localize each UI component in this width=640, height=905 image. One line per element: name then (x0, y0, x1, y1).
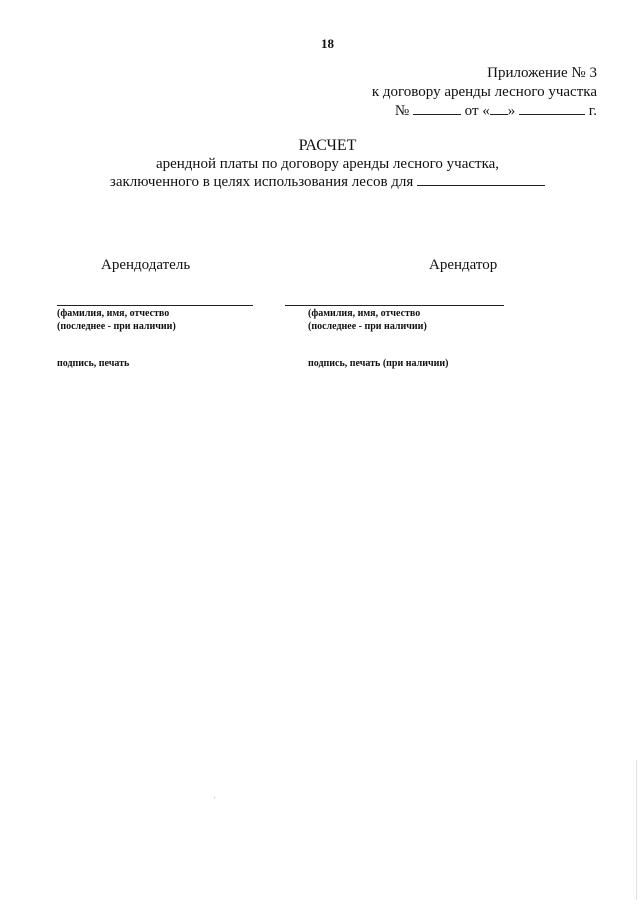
landlord-label: Арендодатель (101, 257, 191, 273)
document-title: РАСЧЕТ (298, 137, 357, 154)
tenant-signature-caption: подпись, печать (при наличии) (308, 358, 449, 369)
tenant-name-caption: (фамилия, имя, отчество (последнее - при наличии) (308, 308, 427, 332)
scan-speck (214, 797, 215, 798)
landlord-name-caption: (фамилия, имя, отчество (последнее - при наличии) (57, 308, 176, 332)
appendix-subtitle: к договору аренды лесного участка (371, 84, 597, 100)
landlord-signature-caption: подпись, печать (57, 358, 130, 369)
appendix-contract-ref (372, 102, 597, 121)
page-number: 18 (321, 36, 334, 51)
appendix-title: Приложение № 3 (487, 65, 597, 81)
landlord-signature-line (57, 305, 253, 306)
contract-number-label: № (394, 103, 410, 119)
contract-date-label: от « (464, 103, 490, 119)
tenant-signature-line (285, 305, 504, 306)
contract-day-blank (490, 102, 508, 115)
appendix-header (372, 64, 597, 121)
document-subtitle-line1: арендной платы по договору аренды лесного участка, (155, 156, 500, 172)
contract-date-close: » (507, 103, 516, 119)
scan-edge (636, 760, 637, 900)
purpose-blank (417, 173, 545, 186)
contract-number-blank (413, 102, 461, 115)
subtitle-purpose-label: заключенного в целях использования лесов для (109, 174, 414, 190)
tenant-label: Арендатор (429, 257, 498, 273)
document-subtitle-line2 (0, 173, 640, 192)
contract-year-label: г. (588, 103, 597, 119)
contract-month-blank (519, 102, 585, 115)
